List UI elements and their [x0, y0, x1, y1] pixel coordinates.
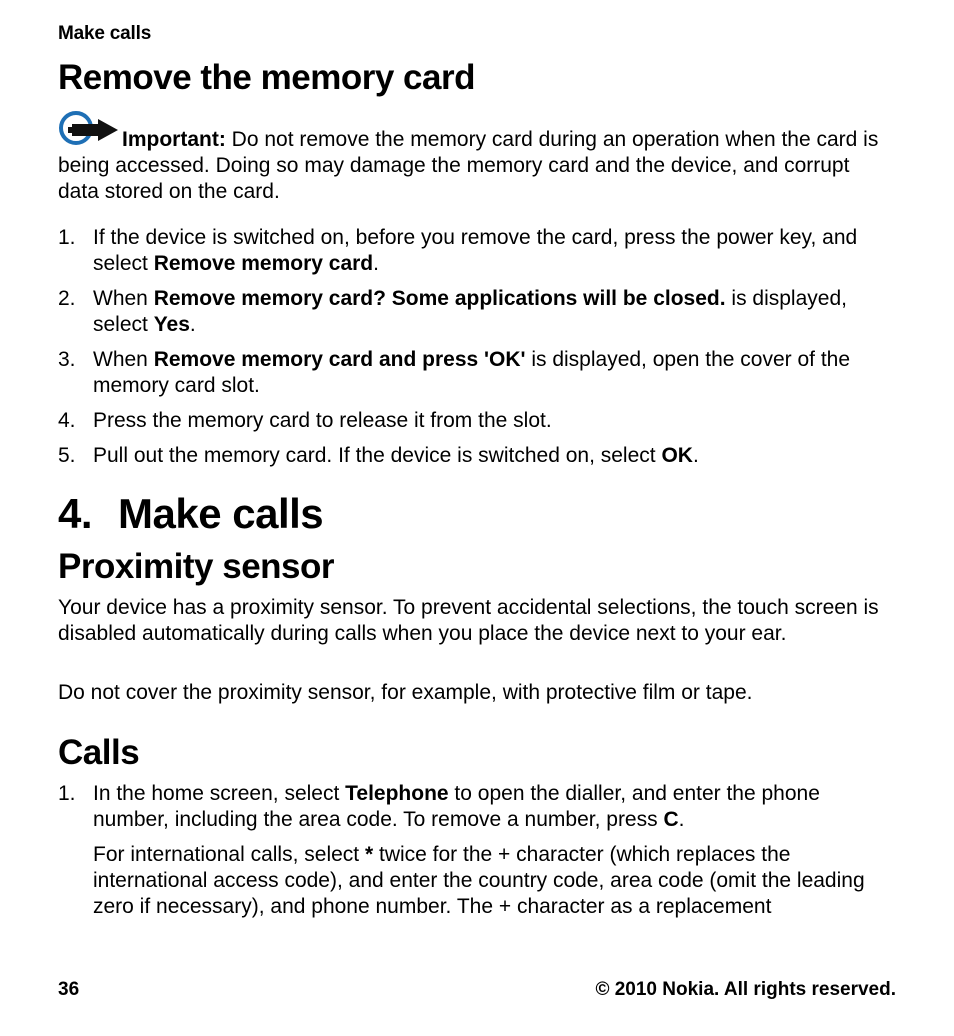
page-number: 36: [58, 979, 80, 1000]
chapter-title: [58, 490, 323, 538]
list-item: 1. If the device is switched on, before you remove the card, press the power key, and select Remove memory card.: [58, 226, 858, 275]
important-note: [58, 108, 896, 205]
important-text: Do not remove the memory card during an operation when the card is being accessed. Doing so may damage the memory card and the device, and corrupt data stored on the card.: [58, 128, 879, 203]
international-calls-paragraph: For international calls, select * twice for the + character (which replaces the international access code), and enter the country code, area code (omit the leading zero if necessary), and phone number. The + character as a replacement: [93, 843, 865, 918]
proximity-paragraph-2: Do not cover the proximity sensor, for example, with protective film or tape.: [58, 681, 753, 704]
important-pointing-hand-icon: [58, 108, 120, 152]
list-item: 5. Pull out the memory card. If the device is switched on, select OK.: [58, 444, 699, 467]
calls-steps-list: [58, 781, 896, 929]
list-item: 2. When Remove memory card? Some applications will be closed. is displayed, select Yes.: [58, 287, 847, 336]
chapter-number: 4.: [58, 490, 93, 537]
section-title-proximity-sensor: Proximity sensor: [58, 547, 334, 586]
proximity-paragraph-1: Your device has a proximity sensor. To prevent accidental selections, the touch screen is disabled automatically during calls when you place the device next to your ear.: [58, 596, 879, 645]
important-label: Important:: [122, 128, 226, 151]
running-header: Make calls: [58, 23, 152, 44]
list-item: 4. Press the memory card to release it from the slot.: [58, 409, 552, 432]
copyright-notice: © 2010 Nokia. All rights reserved.: [595, 979, 896, 1000]
remove-steps-list: [58, 225, 896, 478]
list-item: 1. In the home screen, select Telephone to open the dialler, and enter the phone number, including the area code. To remove a number, press C. For international calls, select * twice for the + character (which replaces the international access code), and enter the country code, area code (omit the leading zero if necessary), and phone number. The + character as a replacement: [58, 781, 896, 920]
chapter-title-text: Make calls: [118, 490, 324, 537]
section-title-remove-memory-card: Remove the memory card: [58, 58, 475, 97]
section-title-calls: Calls: [58, 733, 140, 772]
list-item: 3. When Remove memory card and press 'OK' is displayed, open the cover of the memory card slot.: [58, 348, 851, 397]
